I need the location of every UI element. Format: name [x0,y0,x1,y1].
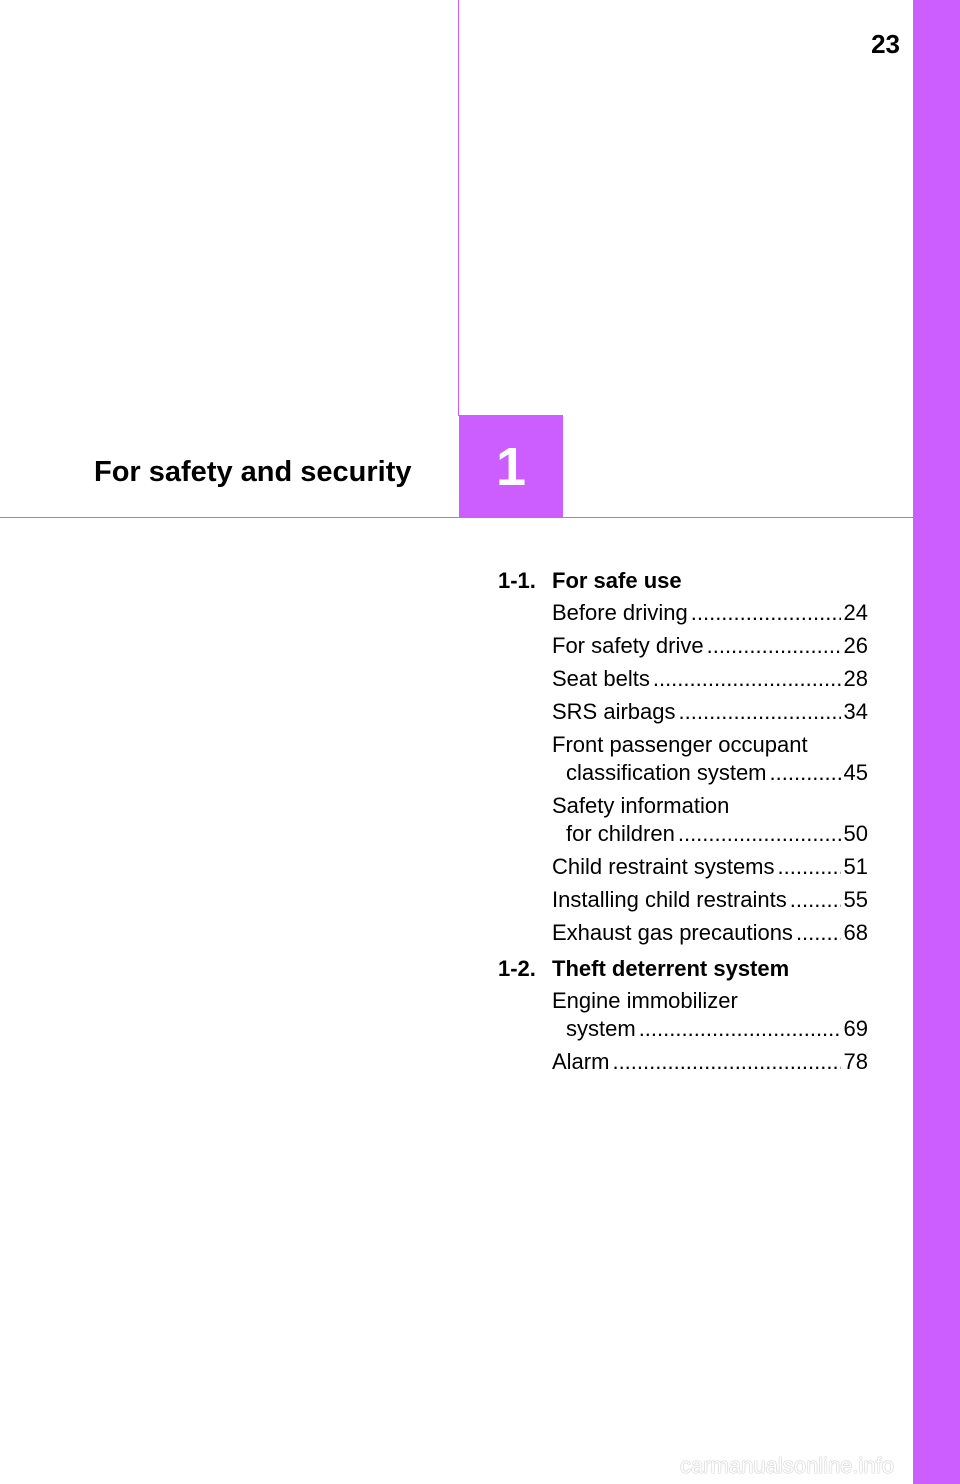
toc-entry-page: 45 [843,760,868,785]
toc-entry-row [552,759,868,787]
toc-entry-label: Exhaust gas precautions [552,920,793,945]
chapter-title: For safety and security [94,456,412,488]
toc-entry-label: For safety drive [552,633,704,658]
horizontal-divider [0,517,913,518]
section-number: 1-2. [498,956,536,981]
section-entries [498,987,868,1076]
toc-entry-row [552,820,868,848]
toc-entry-row [552,599,868,627]
toc-entry-page: 55 [843,887,868,912]
toc-entry-row [552,886,868,914]
dot-leader [796,919,841,947]
toc-entry-row [552,853,868,881]
table-of-contents [498,566,868,1081]
chapter-number-box [459,415,563,518]
section-number: 1-1. [498,568,536,593]
toc-entry-label: SRS airbags [552,699,676,724]
toc-entry-page: 34 [843,699,868,724]
toc-entry-label: Child restraint systems [552,854,775,879]
dot-leader [678,820,841,848]
dot-leader [707,632,841,660]
toc-entry-page: 26 [843,633,868,658]
section-title[interactable]: Theft deterrent system [552,956,790,981]
toc-entry-page: 51 [843,854,868,879]
dot-leader [679,698,841,726]
dot-leader [639,1015,841,1043]
toc-entry-row [552,1015,868,1043]
toc-entry-title-line: Engine immobilizer [552,988,738,1013]
toc-entry-row [552,632,868,660]
toc-entry[interactable] [552,853,868,881]
toc-entry[interactable] [552,987,868,1043]
toc-entry[interactable] [552,665,868,693]
toc-entry[interactable] [552,919,868,947]
side-tab [913,0,960,1484]
toc-entry-page: 50 [843,821,868,846]
section-title[interactable]: For safe use [552,568,682,593]
section-heading [498,566,868,596]
dot-leader [778,853,841,881]
toc-entry-page: 68 [843,920,868,945]
toc-entry-row [552,1048,868,1076]
toc-entry-label: Installing child restraints [552,887,787,912]
chapter-number: 1 [495,437,527,497]
dot-leader [691,599,841,627]
toc-entry-label: Before driving [552,600,688,625]
dot-leader [790,886,841,914]
toc-entry-row [552,919,868,947]
vertical-divider [458,0,459,416]
dot-leader [770,759,841,787]
toc-entry-page: 78 [843,1049,868,1074]
toc-entry-label: Seat belts [552,666,650,691]
toc-entry-page: 24 [843,600,868,625]
toc-entry[interactable] [552,1048,868,1076]
toc-entry-page: 28 [843,666,868,691]
page-number: 23 [871,29,900,59]
toc-entry-page: 69 [843,1016,868,1041]
watermark: carmanualsonline.info [680,1453,895,1478]
toc-entry-title-line: Front passenger occupant [552,732,808,757]
toc-entry[interactable] [552,599,868,627]
toc-entry-title-line: Safety information [552,793,730,818]
toc-entry-row [552,698,868,726]
toc-entry-label: Alarm [552,1049,610,1074]
toc-entry-row [552,665,868,693]
toc-entry[interactable] [552,731,868,787]
toc-entry[interactable] [552,632,868,660]
toc-entry-label: for children [566,821,675,846]
section-entries [498,599,868,947]
toc-entry-label: classification system [566,760,767,785]
section-heading [498,954,868,984]
dot-leader [653,665,841,693]
toc-entry-label: system [566,1016,636,1041]
toc-entry[interactable] [552,886,868,914]
toc-entry[interactable] [552,698,868,726]
dot-leader [612,1048,840,1076]
toc-entry[interactable] [552,792,868,848]
